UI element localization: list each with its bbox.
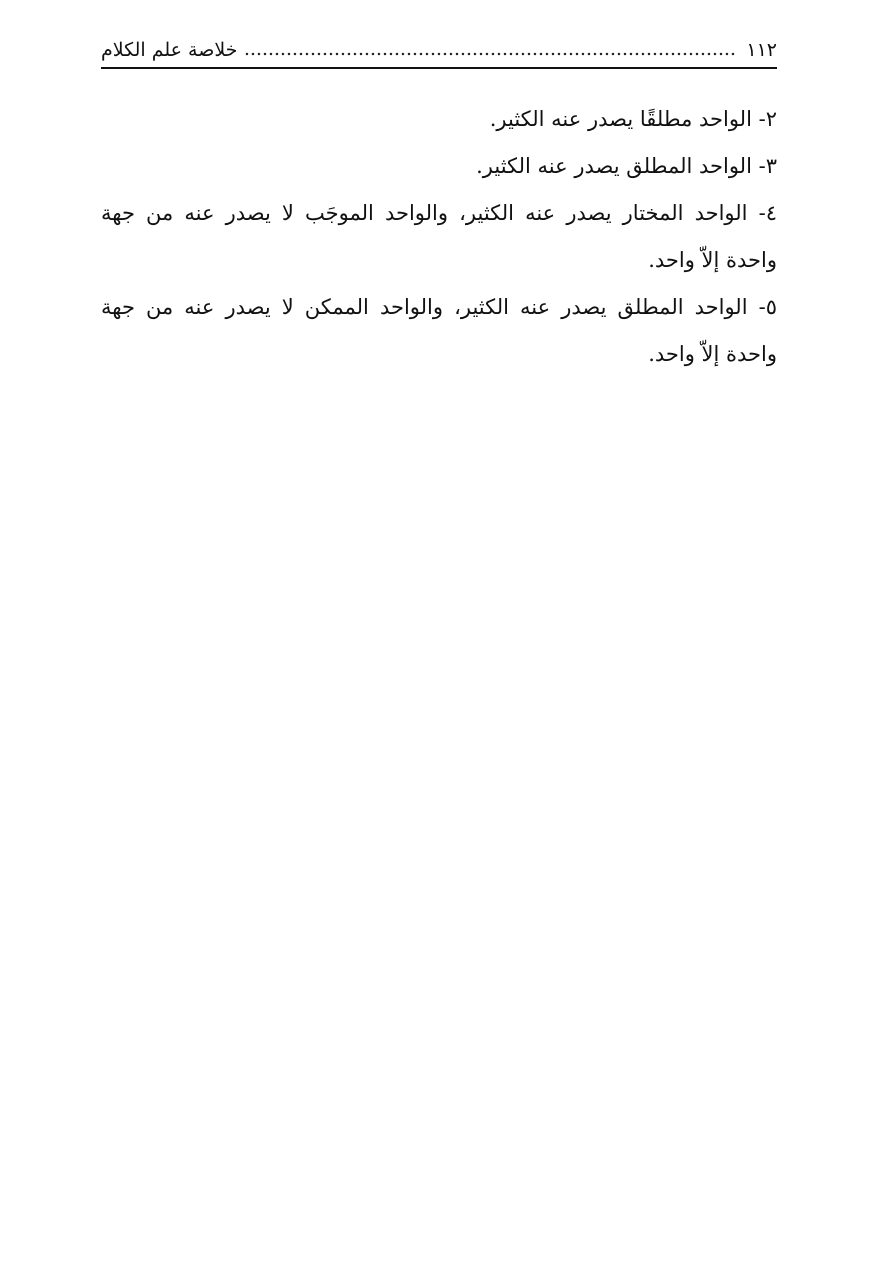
list-item (101, 96, 777, 143)
list-item (101, 284, 777, 378)
item-text: الواحد المطلق يصدر عنه الكثير. (476, 154, 752, 178)
item-text: الواحد المختار يصدر عنه الكثير، والواحد الموجَب لا يصدر عنه من جهة واحدة إلاّ واحد. (101, 201, 777, 272)
list-item (101, 190, 777, 284)
item-number: ٣- (758, 154, 777, 178)
item-number: ٥- (758, 295, 778, 319)
item-number: ٤- (758, 201, 777, 225)
header-dot-leader (245, 50, 736, 58)
item-text: الواحد مطلقًا يصدر عنه الكثير. (489, 107, 752, 131)
book-title: خلاصة علم الكلام (101, 39, 238, 61)
body-text (101, 96, 777, 378)
item-text: الواحد المطلق يصدر عنه الكثير، والواحد الممكن لا يصدر عنه من جهة واحدة إلاّ واحد. (101, 295, 777, 366)
item-number: ٢- (758, 107, 777, 131)
header-rule (101, 67, 777, 69)
page-number: ١١٢ (746, 39, 777, 61)
list-item (101, 143, 777, 190)
running-header (101, 34, 777, 64)
